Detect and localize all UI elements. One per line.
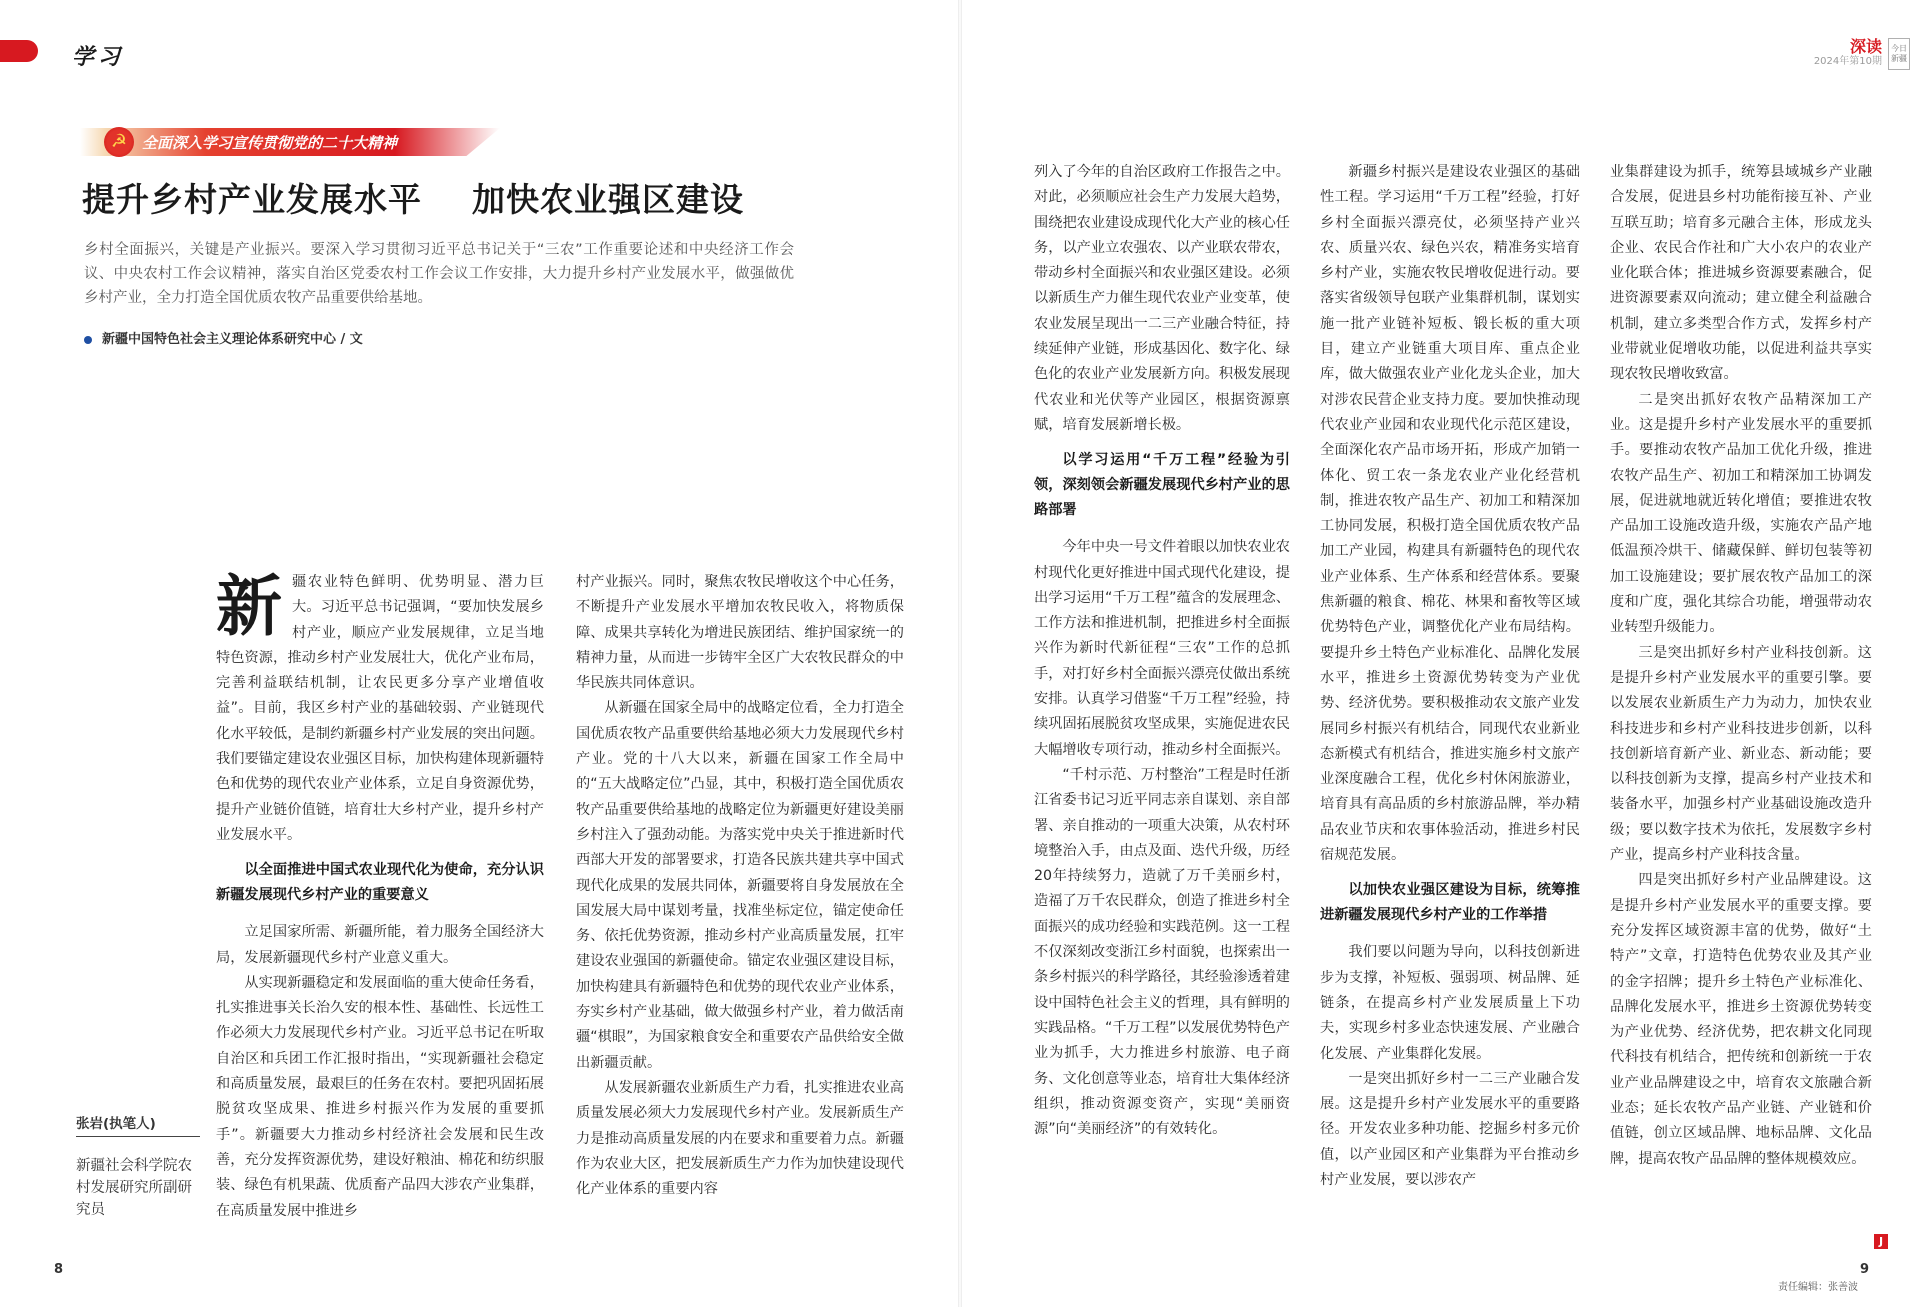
page-number-left: 8: [54, 1262, 64, 1277]
section-title: 学习: [72, 45, 125, 70]
byline-text: 新疆中国特色社会主义理论体系研究中心 / 文: [102, 332, 363, 347]
column-brand: 深读: [1849, 37, 1882, 56]
text-column-5: [1610, 160, 1872, 1172]
paragraph: 新疆乡村振兴是建设农业强区的基础性工程。学习运用“千万工程”经验，打好乡村全面振兴漂亮仗，必须坚持产业兴农、质量兴农、绿色兴农，精准务实培育乡村产业，实施农牧民增收促进行动。要落实省级领导包联产业集群机制，谋划实施一批产业链补短板、锻长板的重大项目，建立产业链重大项目库、重点企业库，做大做强农业产业化龙头企业，加大对涉农民营企业支持力度。要加快推动现代农业产业园和农业现代化示范区建设，全面深化农产品市场开拓，形成产加销一体化、贸工农一条龙农业产业化经营机制，推进农牧产品生产、初加工和精深加工协同发展，积极打造全国优质农牧产品加工产业园，构建具有新疆特色的现代农业产业体系、生产体系和经营体系。要聚焦新疆的粮食、棉花、林果和畜牧等区域优势特色产业，调整优化产业布局结构。要提升乡土特色产业标准化、品牌化发展水平，推进乡土资源优势转变为产业优势、经济优势。要积极推动农文旅产业发展同乡村振兴有机结合，同现代农业新业态新模式有机结合，推进实施乡村文旅产业深度融合工程，优化乡村休闲旅游业，培育具有高品质的乡村旅游品牌，举办精品农业节庆和农事体验活动，推进乡村民宿规范发展。: [1320, 164, 1580, 864]
paragraph: “千村示范、万村整治”工程是时任浙江省委书记习近平同志亲自谋划、亲自部署、亲自推动的一项重大决策，从农村环境整治入手，由点及面、迭代升级，历经20年持续努力，造就了万千美丽乡村，造福了万千农民群众，创造了推进乡村全面振兴的成功经验和实践范例。这一工程不仅深刻改变浙江乡村面貌，也探索出一条乡村振兴的科学路径，其经验渗透着建设中国特色社会主义的哲理，具有鲜明的实践品格。“千万工程”以发展优势特色产业为抓手，大力推进乡村旅游、电子商务、文化创意等业态，培育壮大集体经济组织，推动资源变资产，实现“美丽资源”向“美丽经济”的有效转化。: [1034, 766, 1290, 1138]
logo-line-1: 今日: [1891, 44, 1907, 53]
paragraph: 三是突出抓好乡村产业科技创新。这是提升乡村产业发展水平的重要引擎。要以发展农业新质生产力为动力，加快农业科技进步和乡村产业科技进步创新，以科技创新培育新产业、新业态、新动能；要以科技创新为支撑，提高乡村产业技术和装备水平，加强乡村产业基础设施改造升级；要以数字技术为依托，发展数字乡村产业，提高乡村产业科技含量。: [1610, 644, 1872, 864]
paragraph: 从发展新疆农业新质生产力看，扎实推进农业高质量发展必须大力发展现代乡村产业。发展新质生产力是推动高质量发展的内在要求和重要着力点。新疆作为农业大区，把发展新质生产力作为加快建设现代化产业体系的重要内容: [576, 1079, 904, 1198]
page-number-right: 9: [1860, 1262, 1870, 1277]
text-column-2: [576, 570, 904, 1202]
article-intro: 乡村全面振兴，关键是产业振兴。要深入学习贯彻习近平总书记关于“三农”工作重要论述和中央经济工作会议、中央农村工作会议精神，落实自治区党委农村工作会议工作安排，大力提升乡村产业发展水平，做强做优乡村产业，全力打造全国优质农牧产品重要供给基地。: [84, 242, 794, 306]
text-column-4: [1320, 160, 1580, 1193]
paragraph: 立足国家所需、新疆所能，着力服务全国经济大局，发展新疆现代乡村产业意义重大。: [216, 924, 544, 966]
paragraph: 列入了今年的自治区政府工作报告之中。对此，必须顺应社会生产力发展大趋势，围绕把农业建设成现代化大产业的核心任务，以产业立农强农、以产业联农带农，带动乡村全面振兴和农业强区建设。必须以新质生产力催生现代农业产业变革，使农业发展呈现出一二三产业融合特征，持续延伸产业链，形成基因化、数字化、绿色化的农业产业发展新方向。积极发展现代农业和光伏等产业园区，根据资源禀赋，培育发展新增长极。: [1034, 164, 1290, 433]
party-emblem-icon: ☭: [104, 127, 134, 157]
text-column-3: [1034, 160, 1290, 1142]
paragraph: 二是突出抓好农牧产品精深加工产业。这是提升乡村产业发展水平的重要抓手。要推动农牧产品加工优化升级，推进农牧产品生产、初加工和精深加工协调发展，促进就地就近转化增值；要推进农牧产品加工设施改造升级，实施农产品产地低温预冷烘干、储藏保鲜、鲜切包装等初加工设施建设；要扩展农牧产品加工的深度和广度，强化其综合功能，增强带动农业转型升级能力。: [1610, 391, 1872, 636]
paragraph: 四是突出抓好乡村产业品牌建设。这是提升乡村产业发展水平的重要支撑。要充分发挥区域资源丰富的优势，做好“土特产”文章，打造特色优势农业及其产业的金字招牌；提升乡土特色产业标准化、品牌化发展水平，推进乡土资源优势转变为产业优势、经济优势，把农耕文化同现代科技有机结合，把传统和创新统一于农业产业品牌建设之中，培育农文旅融合新业态；延长农牧产品产业链、产业链和价值链，创立区域品牌、地标品牌、文化品牌，提高农牧产品品牌的整体规模效应。: [1610, 872, 1872, 1167]
issue-label: 2024年第10期: [1813, 56, 1882, 67]
author-box: [76, 1112, 200, 1221]
text-column-1: [216, 567, 544, 1224]
paragraph: 今年中央一号文件着眼以加快农业农村现代化更好推进中国式现代化建设，提出学习运用“千万工程”蕴含的发展理念、工作方法和推进机制，把推进乡村全面振兴作为新时代新征程“三农”工作的总抓手，对打好乡村全面振兴漂亮仗做出系统安排。认真学习借鉴“千万工程”经验，持续巩固拓展脱贫攻坚成果，实施促进农民大幅增收专项行动，推动乡村全面振兴。: [1034, 539, 1290, 758]
author-desc: 新疆社会科学院农村发展研究所副研究员: [76, 1158, 192, 1218]
article-byline: [84, 328, 363, 347]
paragraph: 疆农业特色鲜明、优势明显、潜力巨大。习近平总书记强调，“要加快发展乡村产业，顺应产业发展规律，立足当地特色资源，推动乡村产业发展壮大，优化产业布局，完善利益联结机制，让农民更多分享产业增值收益”。目前，我区乡村产业的基础较弱、产业链现代化水平较低，是制约新疆乡村产业发展的突出问题。我们要锚定建设农业强区目标，加快构建体现新疆特色和优势的现代农业产业体系，立足自身资源优势，提升产业链价值链，培育壮大乡村产业，提升乡村产业发展水平。: [216, 574, 544, 843]
logo-line-2: 新疆: [1891, 54, 1907, 63]
paragraph: 从新疆在国家全局中的战略定位看，全力打造全国优质农牧产品重要供给基地必须大力发展现代乡村产业。党的十八大以来，新疆在国家工作全局中的“五大战略定位”凸显，其中，积极打造全国优质农牧产品重要供给基地的战略定位为新疆更好建设美丽乡村注入了强劲动能。为落实党中央关于推进新时代西部大开发的部署要求，打造各民族共建共享中国式现代化成果的发展共同体，新疆要将自身发展放在全国发展大局中谋划考量，找准坐标定位，锚定使命任务、依托优势资源，推动乡村产业高质量发展，扛牢建设农业强国的新疆使命。锚定农业强区建设目标，加快构建具有新疆特色和优势的现代农业产业体系，夯实乡村产业基础，做大做强乡村产业，着力做活南疆“棋眼”，为国家粮食安全和重要农产品供给安全做出新疆贡献。: [576, 700, 904, 1071]
responsible-editor: 责任编辑：张善波: [1778, 1282, 1858, 1293]
magazine-header: [1814, 38, 1910, 70]
magazine-logo: [1888, 38, 1910, 70]
subheading: 以加快农业强区建设为目标，统筹推进新疆发展现代乡村产业的工作举措: [1320, 882, 1580, 924]
paragraph: 从实现新疆稳定和发展面临的重大使命任务看，扎实推进事关长治久安的根本性、基础性、长远性工作必须大力发展现代乡村产业。习近平总书记在听取自治区和兵团工作汇报时指出，“实现新疆社会稳定和高质量发展，最艰巨的任务在农村。要把巩固拓展脱贫攻坚成果、推进乡村振兴作为发展的重要抓手”。新疆要大力推动乡村经济社会发展和民生改善，充分发挥资源优势，建设好粮油、棉花和纺织服装、绿色有机果蔬、优质畜产品四大涉农产业集群，在高质量发展中推进乡: [216, 974, 544, 1219]
article-title: 提升乡村产业发展水平 加快农业强区建设: [82, 180, 744, 219]
banner-text: 全面深入学习宣传贯彻党的二十大精神: [142, 134, 398, 152]
subheading: 以全面推进中国式农业现代化为使命，充分认识新疆发展现代乡村产业的重要意义: [216, 862, 544, 904]
paragraph: 村产业振兴。同时，聚焦农牧民增收这个中心任务，不断提升产业发展水平增加农牧民收入，将物质保障、成果共享转化为增进民族团结、维护国家统一的精神力量，从而进一步铸牢全区广大农牧民群众的中华民族共同体意识。: [576, 574, 904, 692]
paragraph: 一是突出抓好乡村一二三产业融合发展。这是提升乡村产业发展水平的重要路径。开发农业多种功能、挖掘乡村多元价值，以产业园区和产业集群为平台推动乡村产业发展，要以涉农产: [1320, 1070, 1580, 1188]
dropcap: 新: [216, 567, 282, 645]
bullet-dot-icon: [84, 336, 92, 344]
subheading: 以学习运用“千万工程”经验为引领，深刻领会新疆发展现代乡村产业的思路部署: [1034, 452, 1290, 519]
paragraph: 业集群建设为抓手，统筹县域城乡产业融合发展，促进县乡村功能衔接互补、产业互联互助；培育多元融合主体，形成龙头企业、农民合作社和广大小农户的农业产业化联合体；推进城乡资源要素融合，促进资源要素双向流动；建立健全利益融合机制，建立多类型合作方式，发挥乡村产业带就业促增收功能，以促进利益共享实现农牧民增收致富。: [1610, 164, 1872, 383]
article-end-mark-icon: J: [1874, 1234, 1888, 1249]
section-tab-marker: [0, 40, 38, 62]
author-name: 张岩(执笔人): [76, 1112, 200, 1137]
paragraph: 我们要以问题为导向，以科技创新进步为支撑，补短板、强弱项、树品牌、延链条，在提高乡村产业发展质量上下功夫，实现乡村多业态快速发展、产业融合化发展、产业集群化发展。: [1320, 944, 1580, 1062]
